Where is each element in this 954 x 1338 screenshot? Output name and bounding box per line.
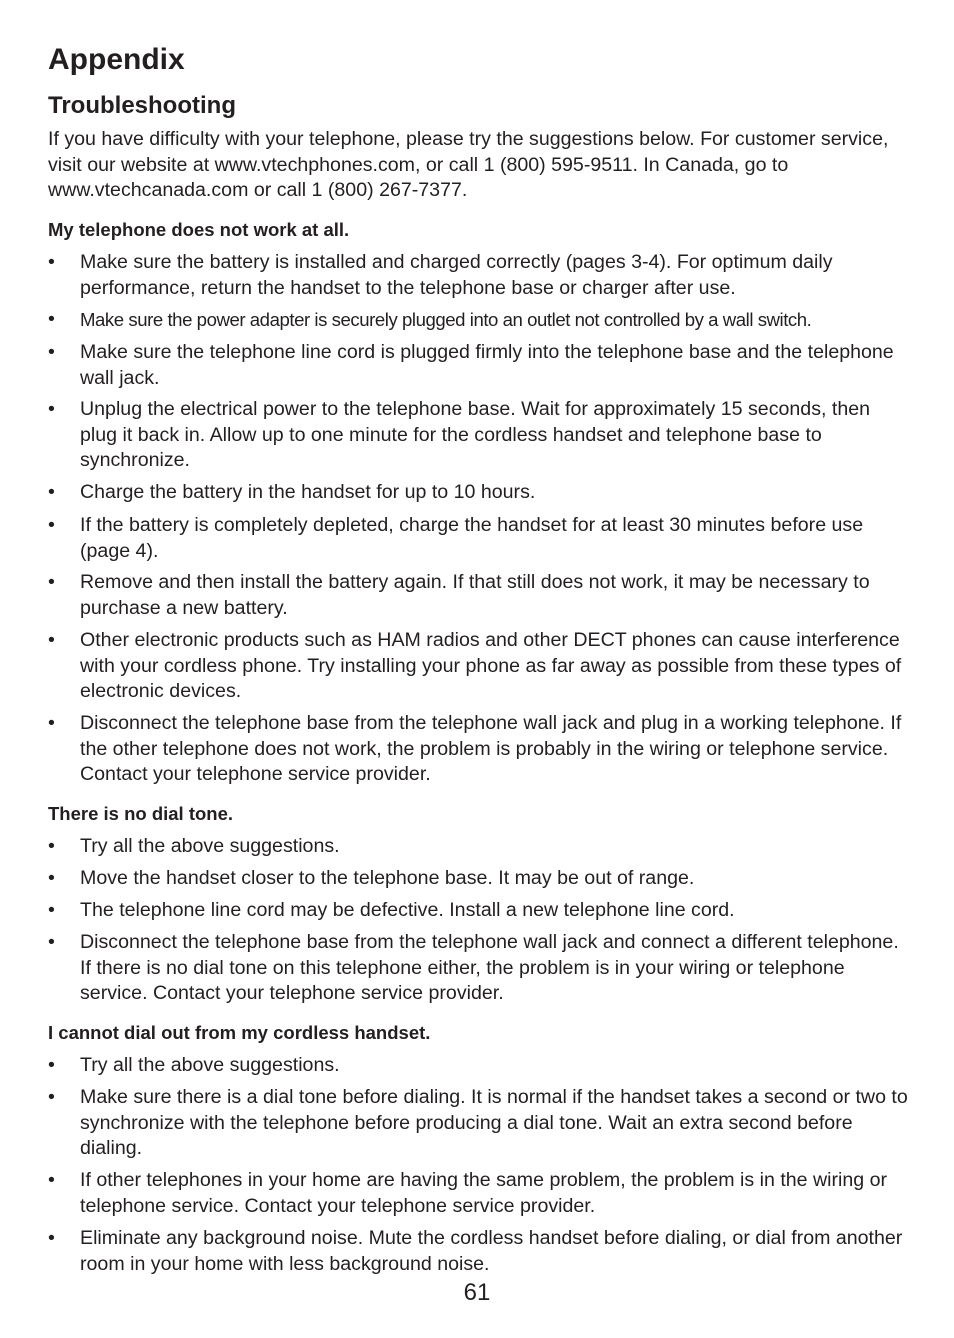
list-item <box>48 1085 910 1162</box>
list-item <box>48 930 910 1007</box>
list-item-text: Try all the above suggestions. <box>80 1054 340 1076</box>
list-item-text: Remove and then install the battery again. If that still does not work, it may be necessary to purchase a new battery. <box>80 571 870 619</box>
list-item <box>48 898 910 924</box>
section-heading: I cannot dial out from my cordless handset. <box>48 1022 431 1043</box>
list-item <box>48 480 910 506</box>
list-item <box>48 628 910 705</box>
bullet-icon: • <box>48 251 55 273</box>
bullet-icon: • <box>48 1169 55 1191</box>
section-heading: There is no dial tone. <box>48 803 234 824</box>
list-item-text: Make sure there is a dial tone before dialing. It is normal if the handset takes a second or two to synchronize with the telephone before producing a dial tone. Wait an extra second before dialing. <box>80 1086 908 1159</box>
list-item <box>48 397 910 474</box>
list-item <box>48 866 910 892</box>
list-item-text: Make sure the battery is installed and charged correctly (pages 3-4). For optimum daily performance, return the handset to the telephone base or charger after use. <box>80 251 833 299</box>
list-item-text: The telephone line cord may be defective. Install a new telephone line cord. <box>80 899 735 921</box>
bullet-icon: • <box>48 629 55 651</box>
section-title: Troubleshooting <box>48 92 236 119</box>
list-item <box>48 711 910 788</box>
bullet-icon: • <box>48 712 55 734</box>
list-item-text: Disconnect the telephone base from the telephone wall jack and plug in a working telephone. If the other telephone does not work, the problem is probably in the wiring or telephone service. Contact your telephone service provider. <box>80 712 902 785</box>
list-item-text: Move the handset closer to the telephone base. It may be out of range. <box>80 867 695 889</box>
list-item-text: If other telephones in your home are having the same problem, the problem is in the wiring or telephone service. Contact your telephone service provider. <box>80 1169 888 1217</box>
list-item-text: Other electronic products such as HAM radios and other DECT phones can cause interference with your cordless phone. Try installing your phone as far away as possible from these types of electronic devices. <box>80 629 902 702</box>
list-item <box>48 834 910 860</box>
bullet-icon: • <box>48 308 55 330</box>
intro-paragraph: If you have difficulty with your telephone, please try the suggestions below. For customer service, visit our website at www.vtechphones.com, or call 1 (800) 595-9511. In Canada, go to www.vtechcanada.com or call 1 (800) 267-7377. <box>48 128 889 201</box>
list-item-text: Eliminate any background noise. Mute the cordless handset before dialing, or dial from another room in your home with less background noise. <box>80 1227 903 1275</box>
bullet-icon: • <box>48 867 55 889</box>
bullet-icon: • <box>48 1086 55 1108</box>
bullet-icon: • <box>48 514 55 536</box>
section-heading: My telephone does not work at all. <box>48 219 350 240</box>
list-item-text: If the battery is completely depleted, charge the handset for at least 30 minutes before use (page 4). <box>80 514 864 562</box>
page-title: Appendix <box>48 43 185 76</box>
list-item <box>48 513 910 564</box>
bullet-icon: • <box>48 398 55 420</box>
list-item <box>48 1053 910 1079</box>
list-item-text: Try all the above suggestions. <box>80 835 340 857</box>
list-item <box>48 570 910 621</box>
list-item-text: Charge the battery in the handset for up to 10 hours. <box>80 481 536 503</box>
list-item <box>48 340 910 391</box>
page-number: 61 <box>463 1279 491 1306</box>
bullet-icon: • <box>48 931 55 953</box>
bullet-icon: • <box>48 481 55 503</box>
list-item-text: Make sure the power adapter is securely plugged into an outlet not controlled by a wall switch. <box>80 309 812 330</box>
list-item <box>48 1168 910 1219</box>
list-item-text: Unplug the electrical power to the telephone base. Wait for approximately 15 seconds, then plug it back in. Allow up to one minute for the cordless handset and telephone base to synchronize. <box>80 398 871 471</box>
list-item-text: Make sure the telephone line cord is plugged firmly into the telephone base and the telephone wall jack. <box>80 341 894 389</box>
bullet-icon: • <box>48 835 55 857</box>
list-item-text: Disconnect the telephone base from the telephone wall jack and connect a different telephone. If there is no dial tone on this telephone either, the problem is in your wiring or telephone service. Contact your telephone service provider. <box>80 931 899 1004</box>
list-item <box>48 307 910 333</box>
list-item <box>48 250 910 301</box>
bullet-icon: • <box>48 899 55 921</box>
bullet-icon: • <box>48 1054 55 1076</box>
bullet-icon: • <box>48 571 55 593</box>
bullet-icon: • <box>48 341 55 363</box>
list-item <box>48 1226 910 1277</box>
bullet-icon: • <box>48 1227 55 1249</box>
